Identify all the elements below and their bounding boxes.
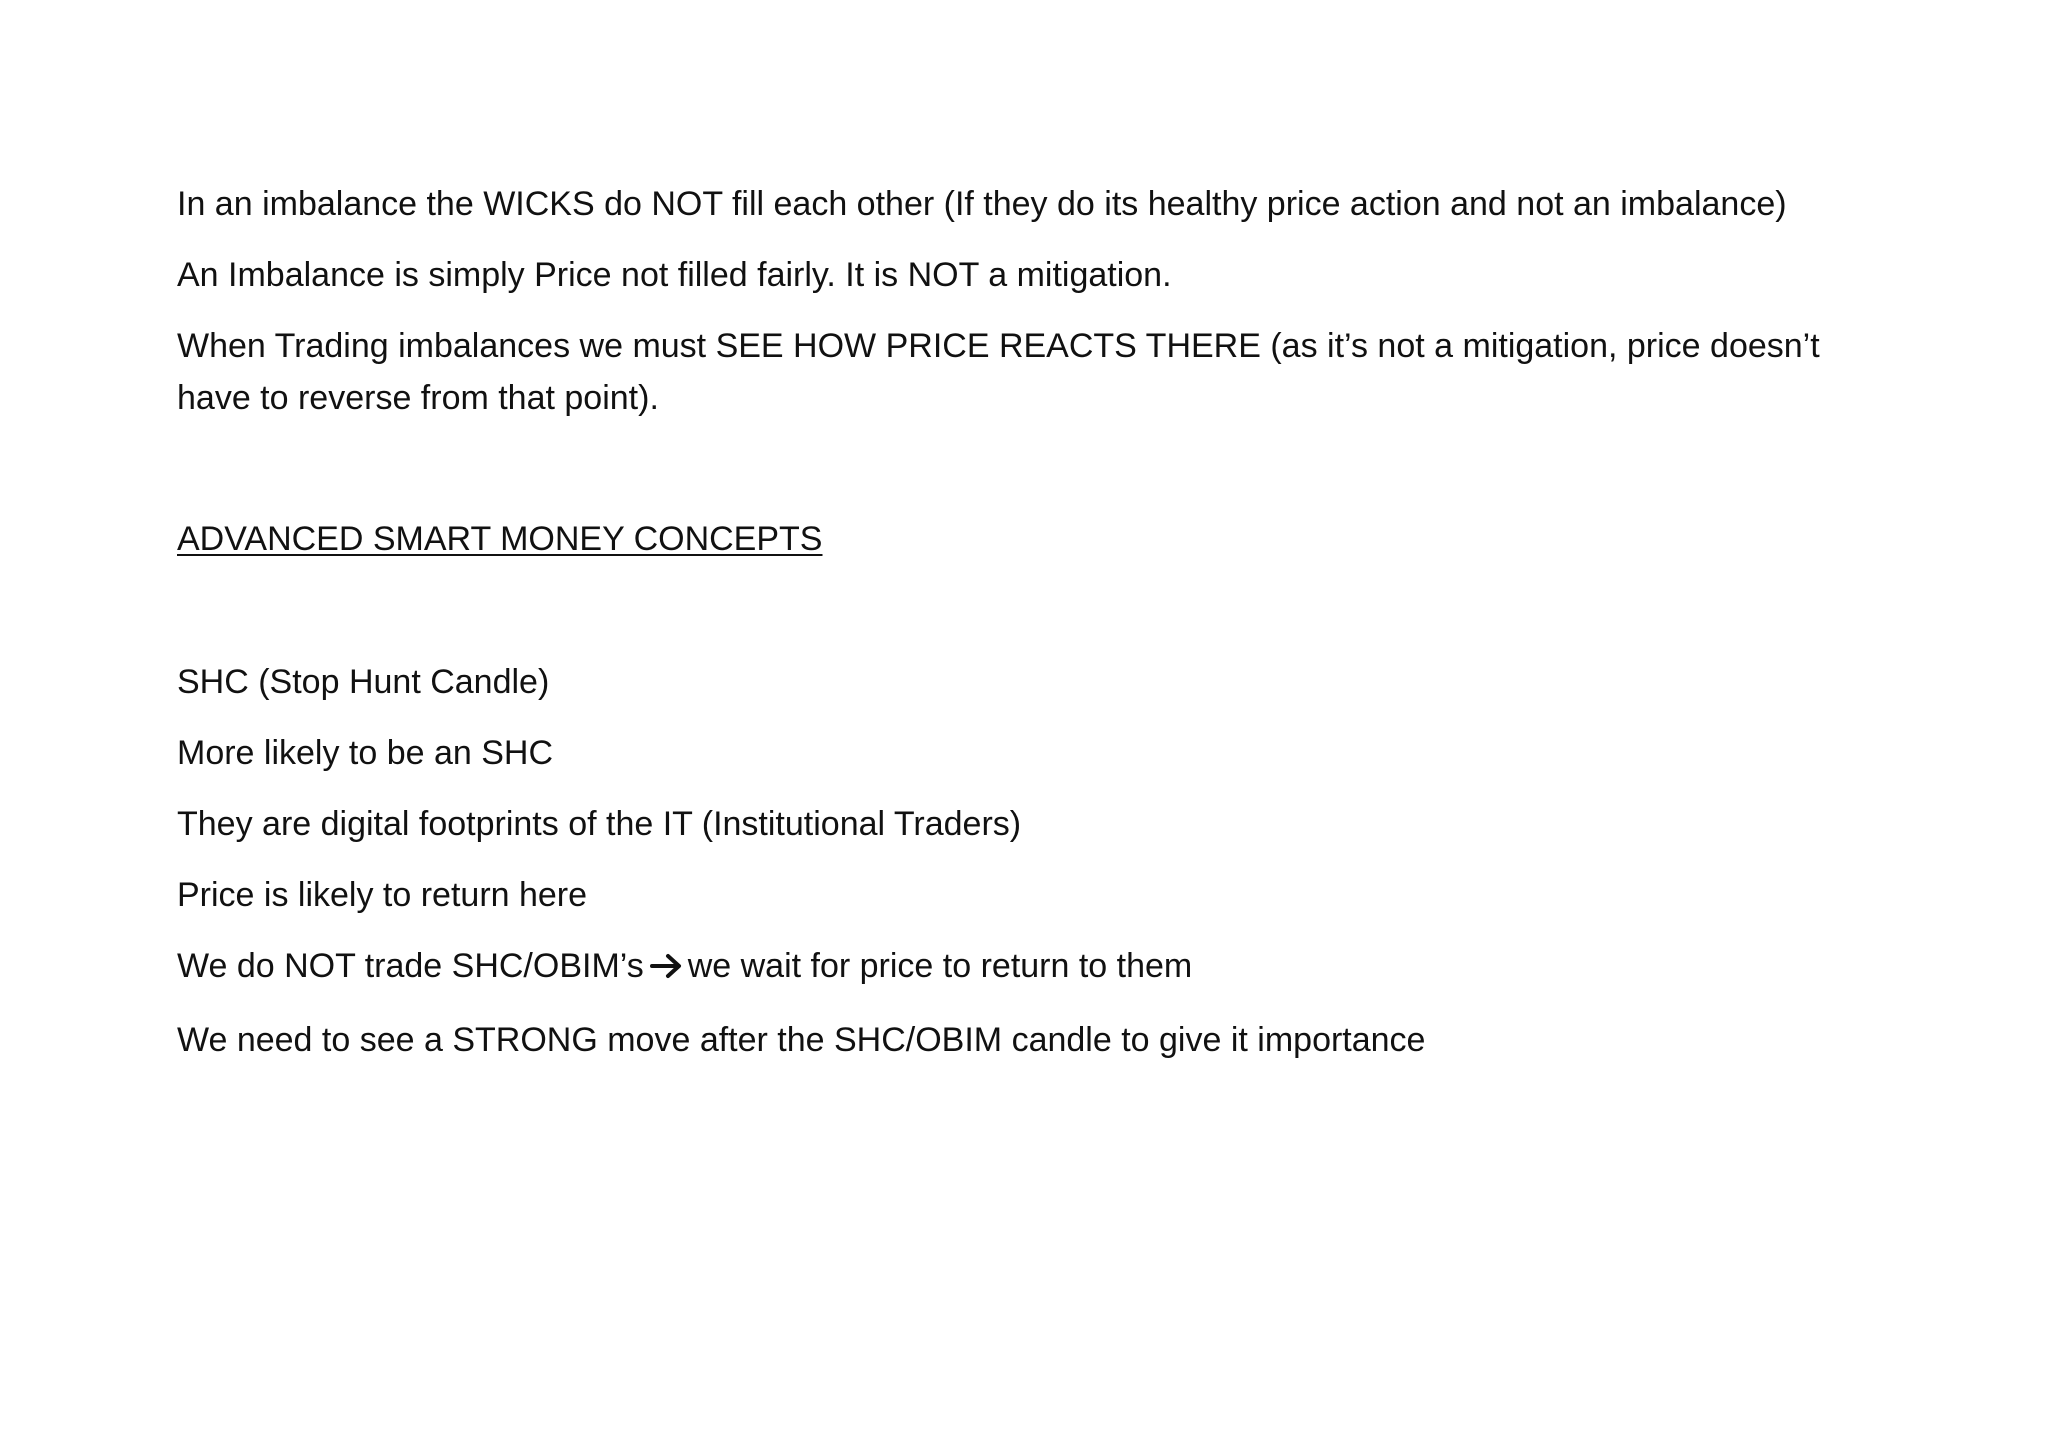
paragraph-shc-likely: More likely to be an SHC: [177, 734, 554, 772]
right-arrow-icon: [650, 943, 684, 995]
spacer: [177, 565, 1897, 656]
paragraph-shc-title: SHC (Stop Hunt Candle): [177, 663, 550, 701]
paragraph-trading-imbalances: When Trading imbalances we must SEE HOW PRICE REACTS THERE (as it’s not a mitigation, price doesn’t have to reverse from that point).: [177, 327, 1820, 417]
document-body: [177, 178, 1897, 1085]
paragraph-imbalance-wicks: In an imbalance the WICKS do NOT fill each other (If they do its healthy price action and not an imbalance): [177, 185, 1787, 223]
paragraph-do-not-trade: [177, 940, 1897, 995]
do-not-trade-text: We do NOT trade SHC/OBIM’s: [177, 947, 644, 985]
paragraph-imbalance-definition: An Imbalance is simply Price not filled fairly. It is NOT a mitigation.: [177, 256, 1172, 294]
paragraph-price-return: Price is likely to return here: [177, 876, 588, 914]
section-heading: ADVANCED SMART MONEY CONCEPTS: [177, 520, 823, 558]
paragraph-strong-move: We need to see a STRONG move after the SHC/OBIM candle to give it importance: [177, 1021, 1426, 1059]
wait-for-price-text: we wait for price to return to them: [687, 947, 1193, 985]
spacer: [177, 443, 1897, 513]
paragraph-digital-footprints: They are digital footprints of the IT (Institutional Traders): [177, 805, 1022, 843]
